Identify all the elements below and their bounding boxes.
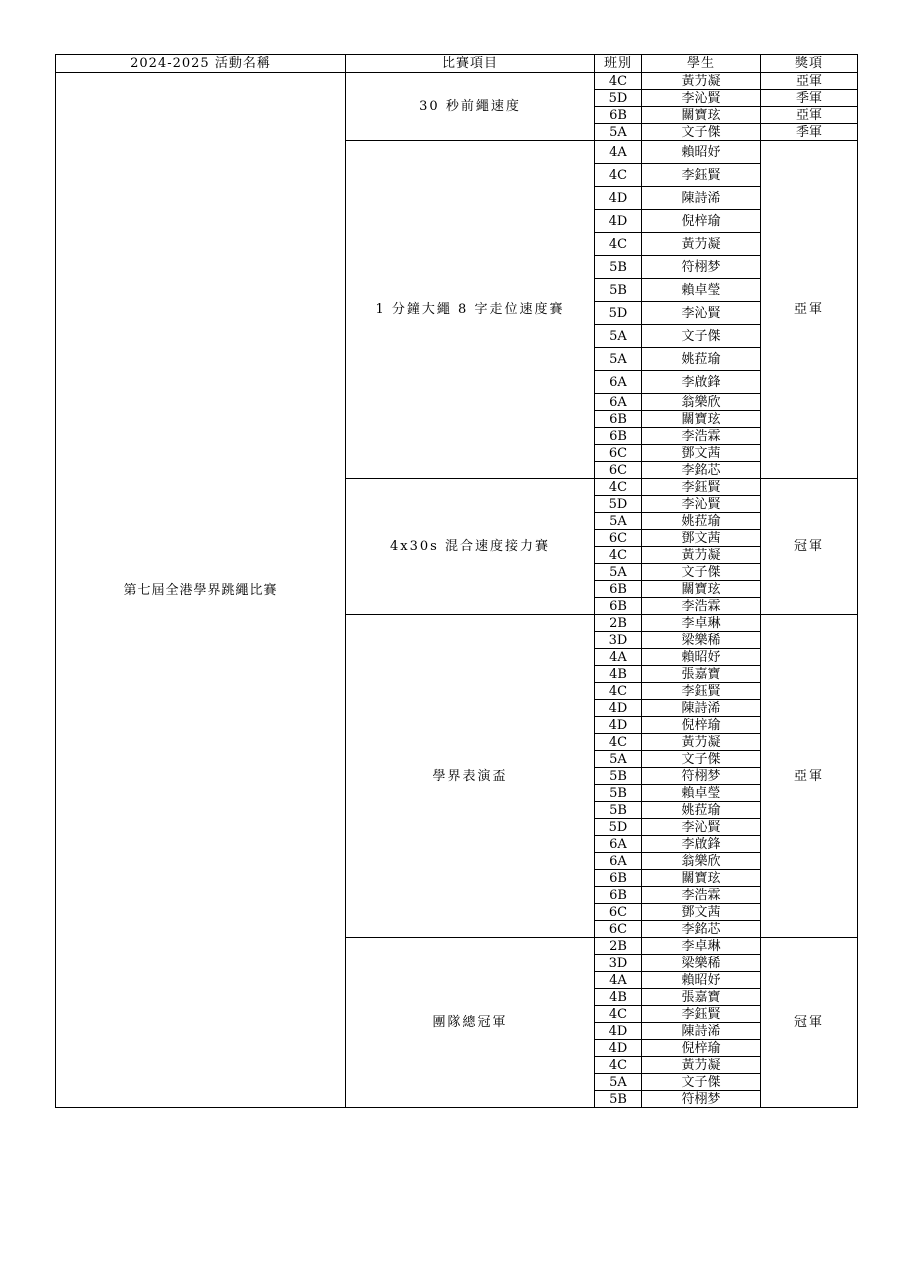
- student-cell: 李沁賢: [642, 496, 761, 513]
- class-cell: 6C: [595, 904, 642, 921]
- class-cell: 5A: [595, 513, 642, 530]
- class-cell: 3D: [595, 955, 642, 972]
- student-cell: 倪梓瑜: [642, 210, 761, 233]
- class-cell: 4D: [595, 1023, 642, 1040]
- class-cell: 6A: [595, 853, 642, 870]
- award-cell: 冠軍: [761, 938, 858, 1108]
- class-cell: 6B: [595, 428, 642, 445]
- class-cell: 5D: [595, 302, 642, 325]
- class-cell: 4C: [595, 233, 642, 256]
- awards-table: [55, 54, 858, 1108]
- class-cell: 5A: [595, 1074, 642, 1091]
- student-cell: 李鈺賢: [642, 479, 761, 496]
- student-cell: 倪梓瑜: [642, 1040, 761, 1057]
- student-cell: 張嘉寶: [642, 989, 761, 1006]
- class-cell: 5A: [595, 751, 642, 768]
- student-cell: 李銘芯: [642, 462, 761, 479]
- student-cell: 文子傑: [642, 751, 761, 768]
- student-cell: 黃芀凝: [642, 73, 761, 90]
- class-cell: 6A: [595, 371, 642, 394]
- class-cell: 4C: [595, 1006, 642, 1023]
- class-cell: 4D: [595, 717, 642, 734]
- class-cell: 4C: [595, 479, 642, 496]
- student-cell: 李沁賢: [642, 819, 761, 836]
- class-cell: 5B: [595, 785, 642, 802]
- student-cell: 鄧文茜: [642, 530, 761, 547]
- student-cell: 梁樂稀: [642, 955, 761, 972]
- header-award: 獎項: [761, 55, 858, 73]
- student-cell: 黃芀凝: [642, 734, 761, 751]
- class-cell: 6B: [595, 581, 642, 598]
- student-cell: 李沁賢: [642, 302, 761, 325]
- student-cell: 賴昭妤: [642, 141, 761, 164]
- class-cell: 6C: [595, 462, 642, 479]
- class-cell: 4A: [595, 649, 642, 666]
- class-cell: 4D: [595, 1040, 642, 1057]
- student-cell: 李沁賢: [642, 90, 761, 107]
- header-class: 班別: [595, 55, 642, 73]
- student-cell: 黃芀凝: [642, 1057, 761, 1074]
- class-cell: 4D: [595, 210, 642, 233]
- class-cell: 6B: [595, 598, 642, 615]
- class-cell: 4C: [595, 1057, 642, 1074]
- student-cell: 李浩霖: [642, 428, 761, 445]
- student-cell: 翁樂欣: [642, 853, 761, 870]
- student-cell: 關寶玹: [642, 411, 761, 428]
- student-cell: 李浩霖: [642, 887, 761, 904]
- class-cell: 5B: [595, 256, 642, 279]
- class-cell: 2B: [595, 938, 642, 955]
- student-cell: 陳詩浠: [642, 1023, 761, 1040]
- student-cell: 文子傑: [642, 1074, 761, 1091]
- class-cell: 4A: [595, 972, 642, 989]
- class-cell: 5B: [595, 1091, 642, 1108]
- competition-name: 團隊總冠軍: [346, 938, 595, 1108]
- student-cell: 符栩梦: [642, 768, 761, 785]
- class-cell: 4D: [595, 700, 642, 717]
- class-cell: 5D: [595, 496, 642, 513]
- class-cell: 6C: [595, 530, 642, 547]
- student-cell: 符栩梦: [642, 256, 761, 279]
- student-cell: 關寶玹: [642, 581, 761, 598]
- class-cell: 6A: [595, 394, 642, 411]
- class-cell: 3D: [595, 632, 642, 649]
- competition-name: 30 秒前繩速度: [346, 73, 595, 141]
- header-competition: 比賽項目: [346, 55, 595, 73]
- student-cell: 姚菈瑜: [642, 513, 761, 530]
- class-cell: 6B: [595, 107, 642, 124]
- student-cell: 賴昭妤: [642, 649, 761, 666]
- class-cell: 5B: [595, 768, 642, 785]
- class-cell: 5B: [595, 279, 642, 302]
- table-header: [56, 55, 858, 73]
- award-cell: 亞軍: [761, 615, 858, 938]
- class-cell: 4B: [595, 666, 642, 683]
- class-cell: 5A: [595, 564, 642, 581]
- class-cell: 4C: [595, 734, 642, 751]
- award-cell: 亞軍: [761, 73, 858, 90]
- class-cell: 6B: [595, 411, 642, 428]
- student-cell: 關寶玹: [642, 870, 761, 887]
- header-student: 學生: [642, 55, 761, 73]
- student-cell: 李卓琳: [642, 938, 761, 955]
- student-cell: 賴卓瑩: [642, 785, 761, 802]
- student-cell: 符栩梦: [642, 1091, 761, 1108]
- student-cell: 賴昭妤: [642, 972, 761, 989]
- student-cell: 李鈺賢: [642, 683, 761, 700]
- student-cell: 關寶玹: [642, 107, 761, 124]
- class-cell: 4C: [595, 683, 642, 700]
- class-cell: 4C: [595, 73, 642, 90]
- award-cell: 季軍: [761, 90, 858, 107]
- class-cell: 6B: [595, 870, 642, 887]
- table-body: [56, 73, 858, 1108]
- class-cell: 5B: [595, 802, 642, 819]
- competition-name: 1 分鐘大繩 8 字走位速度賽: [346, 141, 595, 479]
- student-cell: 姚菈瑜: [642, 348, 761, 371]
- award-cell: 冠軍: [761, 479, 858, 615]
- class-cell: 5A: [595, 348, 642, 371]
- competition-name: 學界表演盃: [346, 615, 595, 938]
- student-cell: 姚菈瑜: [642, 802, 761, 819]
- table-row: [56, 73, 858, 90]
- award-cell: 亞軍: [761, 107, 858, 124]
- class-cell: 4D: [595, 187, 642, 210]
- student-cell: 陳詩浠: [642, 187, 761, 210]
- student-cell: 李浩霖: [642, 598, 761, 615]
- student-cell: 文子傑: [642, 325, 761, 348]
- student-cell: 賴卓瑩: [642, 279, 761, 302]
- award-cell: 亞軍: [761, 141, 858, 479]
- student-cell: 黃芀凝: [642, 233, 761, 256]
- student-cell: 李卓琳: [642, 615, 761, 632]
- class-cell: 6C: [595, 445, 642, 462]
- class-cell: 4C: [595, 164, 642, 187]
- class-cell: 2B: [595, 615, 642, 632]
- activity-name: 第七屆全港學界跳繩比賽: [56, 73, 346, 1108]
- student-cell: 鄧文茜: [642, 445, 761, 462]
- header-row: [56, 55, 858, 73]
- student-cell: 陳詩浠: [642, 700, 761, 717]
- student-cell: 李啟鋒: [642, 371, 761, 394]
- class-cell: 6B: [595, 887, 642, 904]
- student-cell: 翁樂欣: [642, 394, 761, 411]
- student-cell: 倪梓瑜: [642, 717, 761, 734]
- class-cell: 5D: [595, 819, 642, 836]
- class-cell: 5A: [595, 124, 642, 141]
- student-cell: 文子傑: [642, 564, 761, 581]
- student-cell: 李鈺賢: [642, 164, 761, 187]
- competition-name: 4x30s 混合速度接力賽: [346, 479, 595, 615]
- class-cell: 4B: [595, 989, 642, 1006]
- class-cell: 6A: [595, 836, 642, 853]
- student-cell: 李鈺賢: [642, 1006, 761, 1023]
- student-cell: 文子傑: [642, 124, 761, 141]
- student-cell: 李啟鋒: [642, 836, 761, 853]
- header-activity: 2024-2025 活動名稱: [56, 55, 346, 73]
- student-cell: 黃芀凝: [642, 547, 761, 564]
- student-cell: 李銘芯: [642, 921, 761, 938]
- student-cell: 張嘉寶: [642, 666, 761, 683]
- student-cell: 鄧文茜: [642, 904, 761, 921]
- student-cell: 梁樂稀: [642, 632, 761, 649]
- award-cell: 季軍: [761, 124, 858, 141]
- class-cell: 6C: [595, 921, 642, 938]
- class-cell: 4C: [595, 547, 642, 564]
- class-cell: 4A: [595, 141, 642, 164]
- class-cell: 5D: [595, 90, 642, 107]
- class-cell: 5A: [595, 325, 642, 348]
